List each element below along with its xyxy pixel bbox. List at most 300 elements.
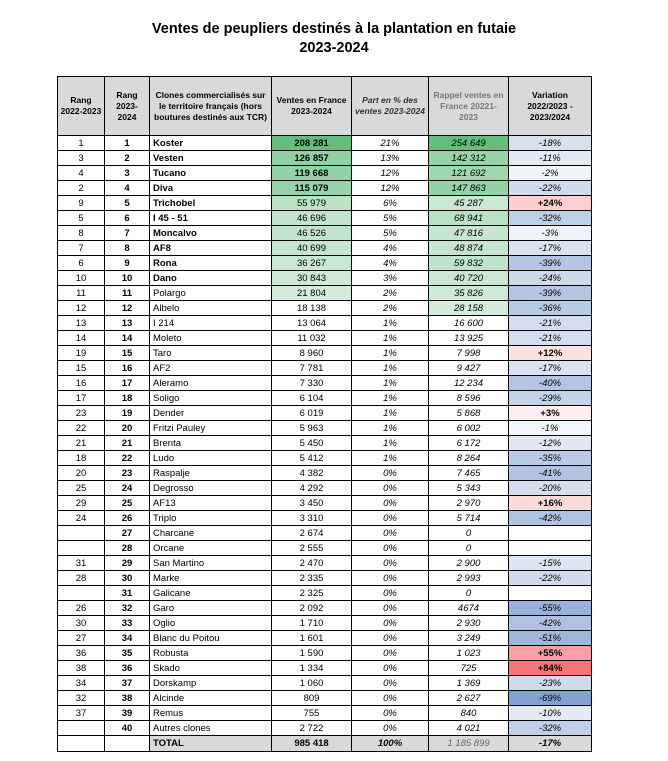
variation-cell: -22%: [509, 181, 592, 196]
variation-cell: -3%: [509, 226, 592, 241]
variation-cell: -42%: [509, 616, 592, 631]
rang-2022-cell: 6: [58, 256, 105, 271]
variation-cell: -10%: [509, 706, 592, 721]
ventes-2024-cell: 3 450: [272, 496, 352, 511]
clone-name-cell: Dano: [150, 271, 272, 286]
rang-2022-cell: 24: [58, 511, 105, 526]
variation-cell: [509, 526, 592, 541]
part-cell: 4%: [352, 256, 429, 271]
ventes-2024-cell: 5 963: [272, 421, 352, 436]
rappel-ventes-cell: 1 369: [429, 676, 509, 691]
ventes-2024-cell: 126 857: [272, 151, 352, 166]
clone-name-cell: Albelo: [150, 301, 272, 316]
rang-2022-cell: [58, 526, 105, 541]
rang-2022-cell: 11: [58, 286, 105, 301]
total-part: 100%: [352, 736, 429, 752]
rang-2023-cell: 28: [105, 541, 150, 556]
table-row: [58, 361, 592, 376]
rang-2022-cell: 21: [58, 436, 105, 451]
ventes-2024-cell: 40 699: [272, 241, 352, 256]
rang-2022-cell: 10: [58, 271, 105, 286]
part-cell: 13%: [352, 151, 429, 166]
table-row: [58, 541, 592, 556]
rang-2023-cell: 37: [105, 676, 150, 691]
rappel-ventes-cell: 48 874: [429, 241, 509, 256]
rappel-ventes-cell: 147 863: [429, 181, 509, 196]
variation-cell: +3%: [509, 406, 592, 421]
clone-name-cell: Autres clones: [150, 721, 272, 736]
rappel-ventes-cell: 8 596: [429, 391, 509, 406]
rappel-ventes-cell: 7 465: [429, 466, 509, 481]
table-row: [58, 526, 592, 541]
rang-2022-cell: [58, 541, 105, 556]
part-cell: 0%: [352, 586, 429, 601]
variation-cell: -40%: [509, 376, 592, 391]
ventes-2024-cell: 46 526: [272, 226, 352, 241]
part-cell: 0%: [352, 571, 429, 586]
clone-name-cell: Orcane: [150, 541, 272, 556]
rappel-ventes-cell: 47 816: [429, 226, 509, 241]
clone-name-cell: Ludo: [150, 451, 272, 466]
rang-2022-cell: [58, 721, 105, 736]
total-label: TOTAL: [150, 736, 272, 752]
total-rappel-ventes: 1 185 899: [429, 736, 509, 752]
clone-name-cell: I 214: [150, 316, 272, 331]
ventes-2024-cell: 55 979: [272, 196, 352, 211]
rang-2023-cell: 36: [105, 661, 150, 676]
rappel-ventes-cell: 0: [429, 586, 509, 601]
table-row: [58, 571, 592, 586]
rang-2022-cell: 30: [58, 616, 105, 631]
title-line-1: Ventes de peupliers destinés à la plantation en futaie: [151, 21, 517, 37]
ventes-2024-cell: 755: [272, 706, 352, 721]
rappel-ventes-cell: 28 158: [429, 301, 509, 316]
table-row: [58, 556, 592, 571]
rang-2023-cell: 23: [105, 466, 150, 481]
variation-cell: -36%: [509, 301, 592, 316]
ventes-2024-cell: 13 064: [272, 316, 352, 331]
variation-cell: -1%: [509, 421, 592, 436]
table-row: [58, 211, 592, 226]
clone-name-cell: Brenta: [150, 436, 272, 451]
rappel-ventes-cell: 725: [429, 661, 509, 676]
table-row: [58, 316, 592, 331]
rang-2022-cell: 9: [58, 196, 105, 211]
rang-2022-cell: 13: [58, 316, 105, 331]
part-cell: 0%: [352, 511, 429, 526]
variation-cell: -35%: [509, 451, 592, 466]
clone-name-cell: AF2: [150, 361, 272, 376]
clone-name-cell: San Martino: [150, 556, 272, 571]
clone-name-cell: Charcane: [150, 526, 272, 541]
rang-2023-cell: 24: [105, 481, 150, 496]
part-cell: 5%: [352, 226, 429, 241]
variation-cell: -18%: [509, 136, 592, 151]
table-row: [58, 496, 592, 511]
rang-2022-cell: 16: [58, 376, 105, 391]
rang-2023-cell: 31: [105, 586, 150, 601]
clone-name-cell: AF13: [150, 496, 272, 511]
table-row: [58, 376, 592, 391]
clone-name-cell: Trichobel: [150, 196, 272, 211]
part-cell: 1%: [352, 406, 429, 421]
rang-2022-cell: 25: [58, 481, 105, 496]
rappel-ventes-cell: 121 692: [429, 166, 509, 181]
rang-2023-cell: 18: [105, 391, 150, 406]
table-row: [58, 181, 592, 196]
variation-cell: -21%: [509, 331, 592, 346]
rappel-ventes-cell: 2 993: [429, 571, 509, 586]
ventes-2024-cell: 5 412: [272, 451, 352, 466]
part-cell: 2%: [352, 301, 429, 316]
clone-name-cell: Raspalje: [150, 466, 272, 481]
ventes-2024-cell: 46 696: [272, 211, 352, 226]
rappel-ventes-cell: 45 287: [429, 196, 509, 211]
table-row: [58, 346, 592, 361]
rang-2022-cell: [58, 586, 105, 601]
rang-2023-cell: 29: [105, 556, 150, 571]
clone-name-cell: Skado: [150, 661, 272, 676]
rang-2023-cell: 15: [105, 346, 150, 361]
ventes-2024-cell: 8 960: [272, 346, 352, 361]
header-rappel-ventes: Rappel ventes en France 20221-2023: [429, 77, 509, 136]
rang-2023-cell: 12: [105, 301, 150, 316]
rang-2023-cell: 2: [105, 151, 150, 166]
ventes-2024-cell: 7 781: [272, 361, 352, 376]
clone-name-cell: Dorskamp: [150, 676, 272, 691]
ventes-2024-cell: 1 710: [272, 616, 352, 631]
rappel-ventes-cell: 3 249: [429, 631, 509, 646]
variation-cell: -39%: [509, 256, 592, 271]
ventes-2024-cell: 119 668: [272, 166, 352, 181]
variation-cell: +24%: [509, 196, 592, 211]
rang-2022-cell: 4: [58, 166, 105, 181]
part-cell: 0%: [352, 541, 429, 556]
variation-cell: -55%: [509, 601, 592, 616]
part-cell: 12%: [352, 166, 429, 181]
ventes-2024-cell: 2 722: [272, 721, 352, 736]
rang-2023-cell: 9: [105, 256, 150, 271]
rappel-ventes-cell: 16 600: [429, 316, 509, 331]
variation-cell: +55%: [509, 646, 592, 661]
clone-name-cell: Moncalvo: [150, 226, 272, 241]
clone-name-cell: Remus: [150, 706, 272, 721]
rang-2023-cell: 13: [105, 316, 150, 331]
clone-name-cell: Moleto: [150, 331, 272, 346]
variation-cell: [509, 586, 592, 601]
rang-2023-cell: 38: [105, 691, 150, 706]
rappel-ventes-cell: 5 343: [429, 481, 509, 496]
table-row: [58, 151, 592, 166]
clone-name-cell: I 45 - 51: [150, 211, 272, 226]
total-empty-1: [58, 736, 105, 752]
clone-name-cell: Marke: [150, 571, 272, 586]
rappel-ventes-cell: 254 649: [429, 136, 509, 151]
rang-2022-cell: 8: [58, 226, 105, 241]
rappel-ventes-cell: 1 023: [429, 646, 509, 661]
rang-2023-cell: 33: [105, 616, 150, 631]
rang-2022-cell: 5: [58, 211, 105, 226]
variation-cell: -41%: [509, 466, 592, 481]
header-row: [58, 77, 592, 136]
rang-2023-cell: 21: [105, 436, 150, 451]
rappel-ventes-cell: 840: [429, 706, 509, 721]
rappel-ventes-cell: 40 720: [429, 271, 509, 286]
clone-name-cell: Alcinde: [150, 691, 272, 706]
clone-name-cell: AF8: [150, 241, 272, 256]
rappel-ventes-cell: 142 312: [429, 151, 509, 166]
rappel-ventes-cell: 2 627: [429, 691, 509, 706]
table-row: [58, 271, 592, 286]
rappel-ventes-cell: 0: [429, 541, 509, 556]
ventes-2024-cell: 2 335: [272, 571, 352, 586]
header-variation: Variation 2022/2023 - 2023/2024: [509, 77, 592, 136]
rang-2022-cell: 3: [58, 151, 105, 166]
ventes-2024-cell: 115 079: [272, 181, 352, 196]
page-title: [0, 20, 668, 58]
rang-2023-cell: 34: [105, 631, 150, 646]
variation-cell: -15%: [509, 556, 592, 571]
table-row: [58, 451, 592, 466]
table-row: [58, 331, 592, 346]
sales-table: [57, 76, 592, 752]
clone-name-cell: Diva: [150, 181, 272, 196]
rang-2022-cell: 32: [58, 691, 105, 706]
part-cell: 1%: [352, 421, 429, 436]
ventes-2024-cell: 7 330: [272, 376, 352, 391]
part-cell: 1%: [352, 331, 429, 346]
table-row: [58, 136, 592, 151]
rang-2022-cell: 19: [58, 346, 105, 361]
rappel-ventes-cell: 0: [429, 526, 509, 541]
rappel-ventes-cell: 6 172: [429, 436, 509, 451]
table-row: [58, 466, 592, 481]
rang-2022-cell: 1: [58, 136, 105, 151]
part-cell: 0%: [352, 631, 429, 646]
rang-2023-cell: 32: [105, 601, 150, 616]
part-cell: 0%: [352, 496, 429, 511]
table-row: [58, 676, 592, 691]
ventes-2024-cell: 2 092: [272, 601, 352, 616]
part-cell: 1%: [352, 376, 429, 391]
table-row: [58, 166, 592, 181]
rang-2023-cell: 27: [105, 526, 150, 541]
table-row: [58, 661, 592, 676]
variation-cell: +16%: [509, 496, 592, 511]
part-cell: 0%: [352, 481, 429, 496]
rappel-ventes-cell: 68 941: [429, 211, 509, 226]
clone-name-cell: Polargo: [150, 286, 272, 301]
rang-2023-cell: 5: [105, 196, 150, 211]
clone-name-cell: Soligo: [150, 391, 272, 406]
ventes-2024-cell: 1 601: [272, 631, 352, 646]
rang-2023-cell: 26: [105, 511, 150, 526]
part-cell: 0%: [352, 676, 429, 691]
table-row: [58, 646, 592, 661]
rappel-ventes-cell: 4674: [429, 601, 509, 616]
rang-2023-cell: 14: [105, 331, 150, 346]
rang-2022-cell: 17: [58, 391, 105, 406]
ventes-2024-cell: 6 104: [272, 391, 352, 406]
ventes-2024-cell: 11 032: [272, 331, 352, 346]
rang-2022-cell: 38: [58, 661, 105, 676]
part-cell: 0%: [352, 691, 429, 706]
variation-cell: -29%: [509, 391, 592, 406]
part-cell: 0%: [352, 661, 429, 676]
rang-2022-cell: 36: [58, 646, 105, 661]
part-cell: 3%: [352, 271, 429, 286]
rang-2023-cell: 7: [105, 226, 150, 241]
variation-cell: +84%: [509, 661, 592, 676]
ventes-2024-cell: 5 450: [272, 436, 352, 451]
part-cell: 1%: [352, 316, 429, 331]
table-row: [58, 406, 592, 421]
variation-cell: -32%: [509, 721, 592, 736]
rappel-ventes-cell: 5 868: [429, 406, 509, 421]
variation-cell: -11%: [509, 151, 592, 166]
header-part: Part en % des ventes 2023-2024: [352, 77, 429, 136]
clone-name-cell: Aleramo: [150, 376, 272, 391]
ventes-2024-cell: 18 138: [272, 301, 352, 316]
rang-2022-cell: 27: [58, 631, 105, 646]
rang-2023-cell: 22: [105, 451, 150, 466]
rang-2023-cell: 19: [105, 406, 150, 421]
table-row: [58, 241, 592, 256]
variation-cell: -22%: [509, 571, 592, 586]
rappel-ventes-cell: 4 021: [429, 721, 509, 736]
rang-2023-cell: 17: [105, 376, 150, 391]
rang-2023-cell: 20: [105, 421, 150, 436]
rang-2023-cell: 16: [105, 361, 150, 376]
variation-cell: -17%: [509, 241, 592, 256]
rappel-ventes-cell: 13 925: [429, 331, 509, 346]
table-row: [58, 721, 592, 736]
rang-2023-cell: 35: [105, 646, 150, 661]
total-row: [58, 736, 592, 752]
ventes-2024-cell: 208 281: [272, 136, 352, 151]
part-cell: 1%: [352, 361, 429, 376]
part-cell: 5%: [352, 211, 429, 226]
part-cell: 0%: [352, 601, 429, 616]
ventes-2024-cell: 1 060: [272, 676, 352, 691]
variation-cell: -20%: [509, 481, 592, 496]
clone-name-cell: Tucano: [150, 166, 272, 181]
part-cell: 2%: [352, 286, 429, 301]
header-rang-2023: Rang 2023-2024: [105, 77, 150, 136]
ventes-2024-cell: 2 674: [272, 526, 352, 541]
part-cell: 1%: [352, 451, 429, 466]
table-row: [58, 631, 592, 646]
rang-2022-cell: 22: [58, 421, 105, 436]
rang-2022-cell: 7: [58, 241, 105, 256]
variation-cell: -21%: [509, 316, 592, 331]
ventes-2024-cell: 36 267: [272, 256, 352, 271]
part-cell: 0%: [352, 556, 429, 571]
part-cell: 0%: [352, 616, 429, 631]
rang-2022-cell: 18: [58, 451, 105, 466]
rang-2023-cell: 6: [105, 211, 150, 226]
rang-2022-cell: 29: [58, 496, 105, 511]
table-row: [58, 481, 592, 496]
clone-name-cell: Galicane: [150, 586, 272, 601]
ventes-2024-cell: 809: [272, 691, 352, 706]
table-row: [58, 616, 592, 631]
variation-cell: -24%: [509, 271, 592, 286]
clone-name-cell: Robusta: [150, 646, 272, 661]
table-row: [58, 511, 592, 526]
ventes-2024-cell: 3 310: [272, 511, 352, 526]
rang-2022-cell: 28: [58, 571, 105, 586]
rappel-ventes-cell: 2 930: [429, 616, 509, 631]
part-cell: 1%: [352, 436, 429, 451]
total-ventes-2024: 985 418: [272, 736, 352, 752]
rappel-ventes-cell: 59 832: [429, 256, 509, 271]
rappel-ventes-cell: 6 002: [429, 421, 509, 436]
rang-2022-cell: 31: [58, 556, 105, 571]
rang-2022-cell: 23: [58, 406, 105, 421]
variation-cell: -69%: [509, 691, 592, 706]
variation-cell: [509, 541, 592, 556]
rang-2022-cell: 12: [58, 301, 105, 316]
part-cell: 12%: [352, 181, 429, 196]
part-cell: 4%: [352, 241, 429, 256]
header-ventes-2024: Ventes en France 2023-2024: [272, 77, 352, 136]
part-cell: 6%: [352, 196, 429, 211]
rang-2022-cell: 2: [58, 181, 105, 196]
rang-2023-cell: 10: [105, 271, 150, 286]
ventes-2024-cell: 4 382: [272, 466, 352, 481]
table-row: [58, 301, 592, 316]
variation-cell: -42%: [509, 511, 592, 526]
rappel-ventes-cell: 2 970: [429, 496, 509, 511]
ventes-2024-cell: 2 555: [272, 541, 352, 556]
ventes-2024-cell: 1 590: [272, 646, 352, 661]
rappel-ventes-cell: 5 714: [429, 511, 509, 526]
clone-name-cell: Garo: [150, 601, 272, 616]
rang-2023-cell: 40: [105, 721, 150, 736]
ventes-2024-cell: 4 292: [272, 481, 352, 496]
table-row: [58, 586, 592, 601]
clone-name-cell: Taro: [150, 346, 272, 361]
rang-2022-cell: 15: [58, 361, 105, 376]
ventes-2024-cell: 21 804: [272, 286, 352, 301]
table-row: [58, 421, 592, 436]
table-row: [58, 256, 592, 271]
variation-cell: -51%: [509, 631, 592, 646]
rappel-ventes-cell: 35 826: [429, 286, 509, 301]
part-cell: 0%: [352, 526, 429, 541]
rang-2022-cell: 34: [58, 676, 105, 691]
total-empty-2: [105, 736, 150, 752]
part-cell: 0%: [352, 721, 429, 736]
ventes-2024-cell: 30 843: [272, 271, 352, 286]
ventes-2024-cell: 1 334: [272, 661, 352, 676]
table-row: [58, 196, 592, 211]
total-variation: -17%: [509, 736, 592, 752]
rang-2023-cell: 4: [105, 181, 150, 196]
rappel-ventes-cell: 9 427: [429, 361, 509, 376]
table-row: [58, 286, 592, 301]
table-row: [58, 436, 592, 451]
clone-name-cell: Rona: [150, 256, 272, 271]
ventes-2024-cell: 2 325: [272, 586, 352, 601]
clone-name-cell: Triplo: [150, 511, 272, 526]
variation-cell: -17%: [509, 361, 592, 376]
rang-2023-cell: 30: [105, 571, 150, 586]
table-row: [58, 226, 592, 241]
clone-name-cell: Vesten: [150, 151, 272, 166]
variation-cell: -2%: [509, 166, 592, 181]
